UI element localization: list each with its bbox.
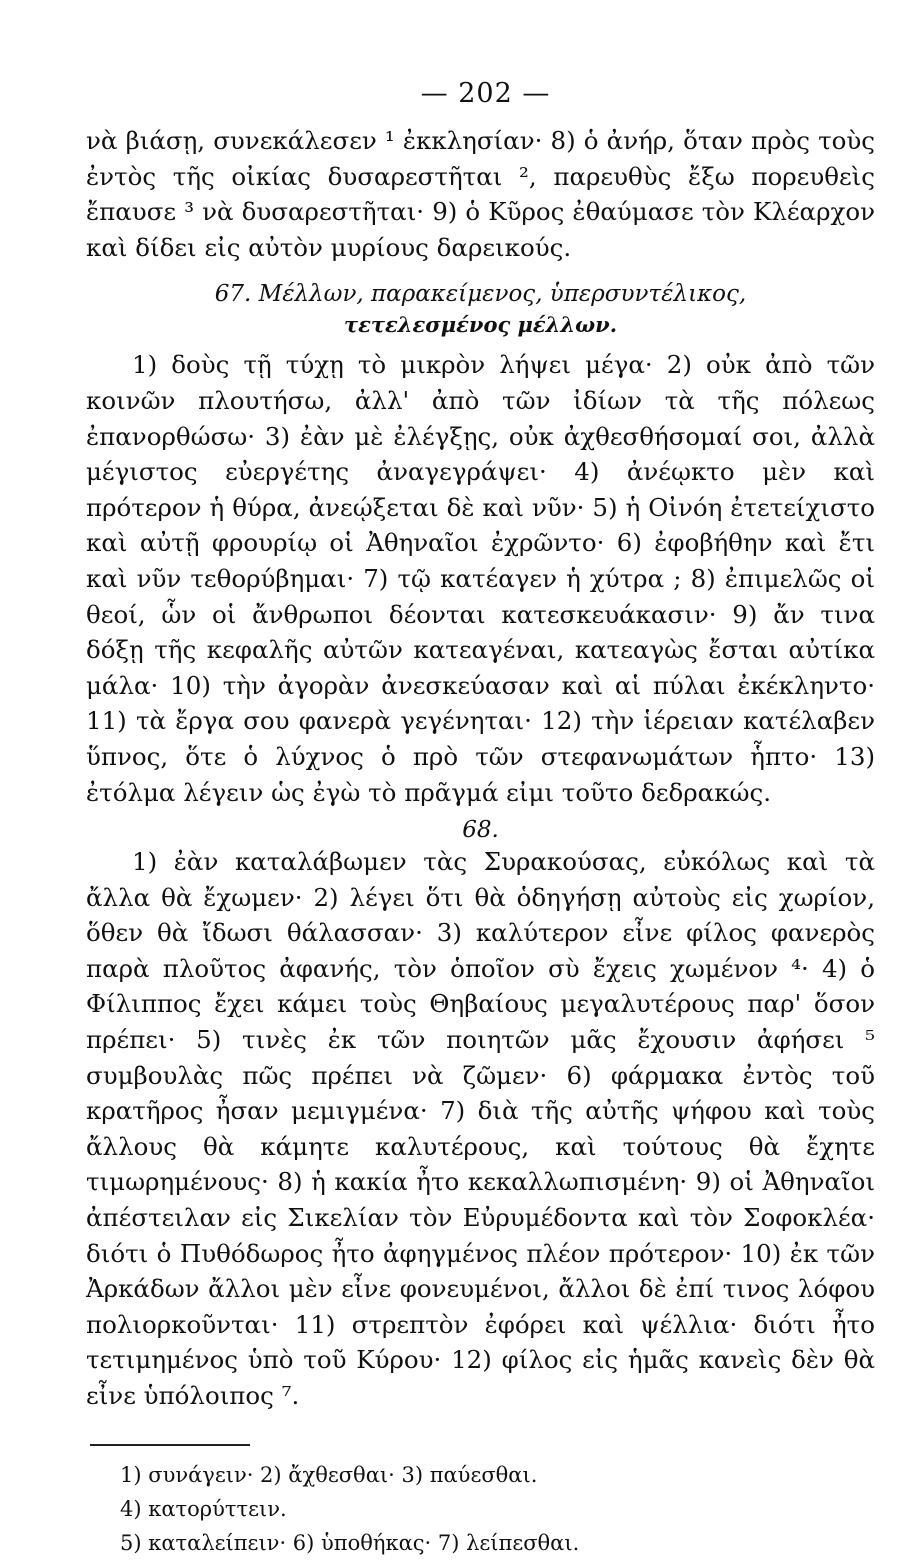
section-67-subheading: τετελεσμένος μέλλων. [343,312,618,338]
section-67-paragraph: 1) δοὺς τῇ τύχῃ τὸ μικρὸν λήψει μέγα· 2) οὐκ ἀπὸ τῶν κοινῶν πλουτήσω, ἀλλ' ἀπὸ τῶν ἰδίων τὰ τῆς πόλεως ἐπανορθώσω· 3) ἐὰν μὲ ἐλέγξῃς, οὐκ ἀχθεσθήσομαί σοι, ἀλλὰ μέγιστος εὐεργέτης ἀναγεγράψει· 4) ἀνέῳκτο μὲν καὶ πρότερον ἡ θύρα, ἀνεῴξεται δὲ καὶ νῦν· 5) ἡ Οἰνόη ἐτετείχιστο καὶ αὐτῇ φρουρίῳ οἱ Ἀθηναῖοι ἐχρῶντο· 6) ἐφοβήθην καὶ ἔτι καὶ νῦν τεθορύβημαι· 7) τῷ κατέαγεν ἡ χύτρα ; 8) ἐπιμελῶς οἱ θεοί, ὧν οἱ ἄνθρωποι δέονται κατεσκευάκασιν· 9) ἄν τινα δόξῃ τῆς κεφαλῆς αὐτῶν κατεαγέναι, κατεαγὼς ἔσται αὐτίκα μάλα· 10) τὴν ἀγορὰν ἀνεσκεύασαν καὶ αἱ πύλαι ἐκέκληντο· 11) τὰ ἔργα σου φανερὰ γεγένηται· 12) τὴν ἱέρειαν κατέλαβεν ὕπνος, ὅτε ὁ λύχνος ὁ πρὸ τῶν στεφανωμάτων ἧπτο· 13) ἐτόλμα λέγειν ὡς ἐγὼ τὸ πρᾶγμά εἰμι τοῦτο δεδρακώς. [86,350,875,807]
intro-paragraph: νὰ βιάσῃ, συνεκάλεσεν ¹ ἐκκλησίαν· 8) ὁ ἀνήρ, ὅταν πρὸς τοὺς ἐντὸς τῆς οἰκίας δυσαρεστῆται ², παρευθὺς ἔξω πορευθεὶς ἔπαυσε ³ νὰ δυσαρεστῆται· 9) ὁ Κῦρος ἐθαύμασε τὸν Κλέαρχον καὶ δίδει εἰς αὐτὸν μυρίους δαρεικούς. [86,126,875,262]
section-67-heading: 67. Μέλλων, παρακείμενος, ὑπερσυντέλικος, [214,281,747,308]
footnote-divider [90,1444,250,1446]
page-number: — 202 — [420,78,551,109]
footnote-line: 5) καταλείπειν· 6) ὑποθήκας· 7) λείπεσθαι. [120,1530,580,1555]
footnote-line: 4) κατορύττειν. [120,1496,287,1521]
section-68-heading: 68. [462,817,499,844]
footnote-line: 1) συνάγειν· 2) ἄχθεσθαι· 3) παύεσθαι. [120,1462,538,1487]
section-68-paragraph: 1) ἐὰν καταλάβωμεν τὰς Συρακούσας, εὐκόλως καὶ τὰ ἄλλα θὰ ἔχωμεν· 2) λέγει ὅτι θὰ ὁδηγήσῃ αὐτοὺς εἰς χωρίον, ὅθεν θὰ ἴδωσι θάλασσαν· 3) καλύτερον εἶνε φίλος φανερὸς παρὰ πλοῦτος ἀφανής, τὸν ὁποῖον σὺ ἔχεις χωμένον ⁴· 4) ὁ Φίλιππος ἔχει κάμει τοὺς Θηβαίους μεγαλυτέρους παρ' ὅσον πρέπει· 5) τινὲς ἐκ τῶν ποιητῶν μᾶς ἔχουσιν ἀφήσει ⁵ συμβουλὰς πῶς πρέπει νὰ ζῶμεν· 6) φάρμακα ἐντὸς τοῦ κρατῆρος ἦσαν μεμιγμένα· 7) διὰ τῆς αὐτῆς ψήφου καὶ τοὺς ἄλλους θὰ κάμητε καλυτέρους, καὶ τούτους θὰ ἔχητε τιμωρημένους· 8) ἡ κακία ἦτο κεκαλλωπισμένη· 9) οἱ Ἀθηναῖοι ἀπέστειλαν εἰς Σικελίαν τὸν Εὐρυμέδοντα καὶ τὸν Σοφοκλέα· διότι ὁ Πυθόδωρος ἦτο ἀφηγμένος πλέον πρότερον· 10) ἐκ τῶν Ἀρκάδων ἄλλοι μὲν εἶνε φονευμένοι, ἄλλοι δὲ ἐπί τινος λόφου πολιορκοῦνται· 11) στρεπτὸν ἐφόρει καὶ ψέλλια· διότι ἦτο τετιμημένος ὑπὸ τοῦ Κύρου· 12) φίλος εἰς ἡμᾶς κανεὶς δὲν θὰ εἶνε ὑπόλοιπος ⁷. [86,847,875,1410]
